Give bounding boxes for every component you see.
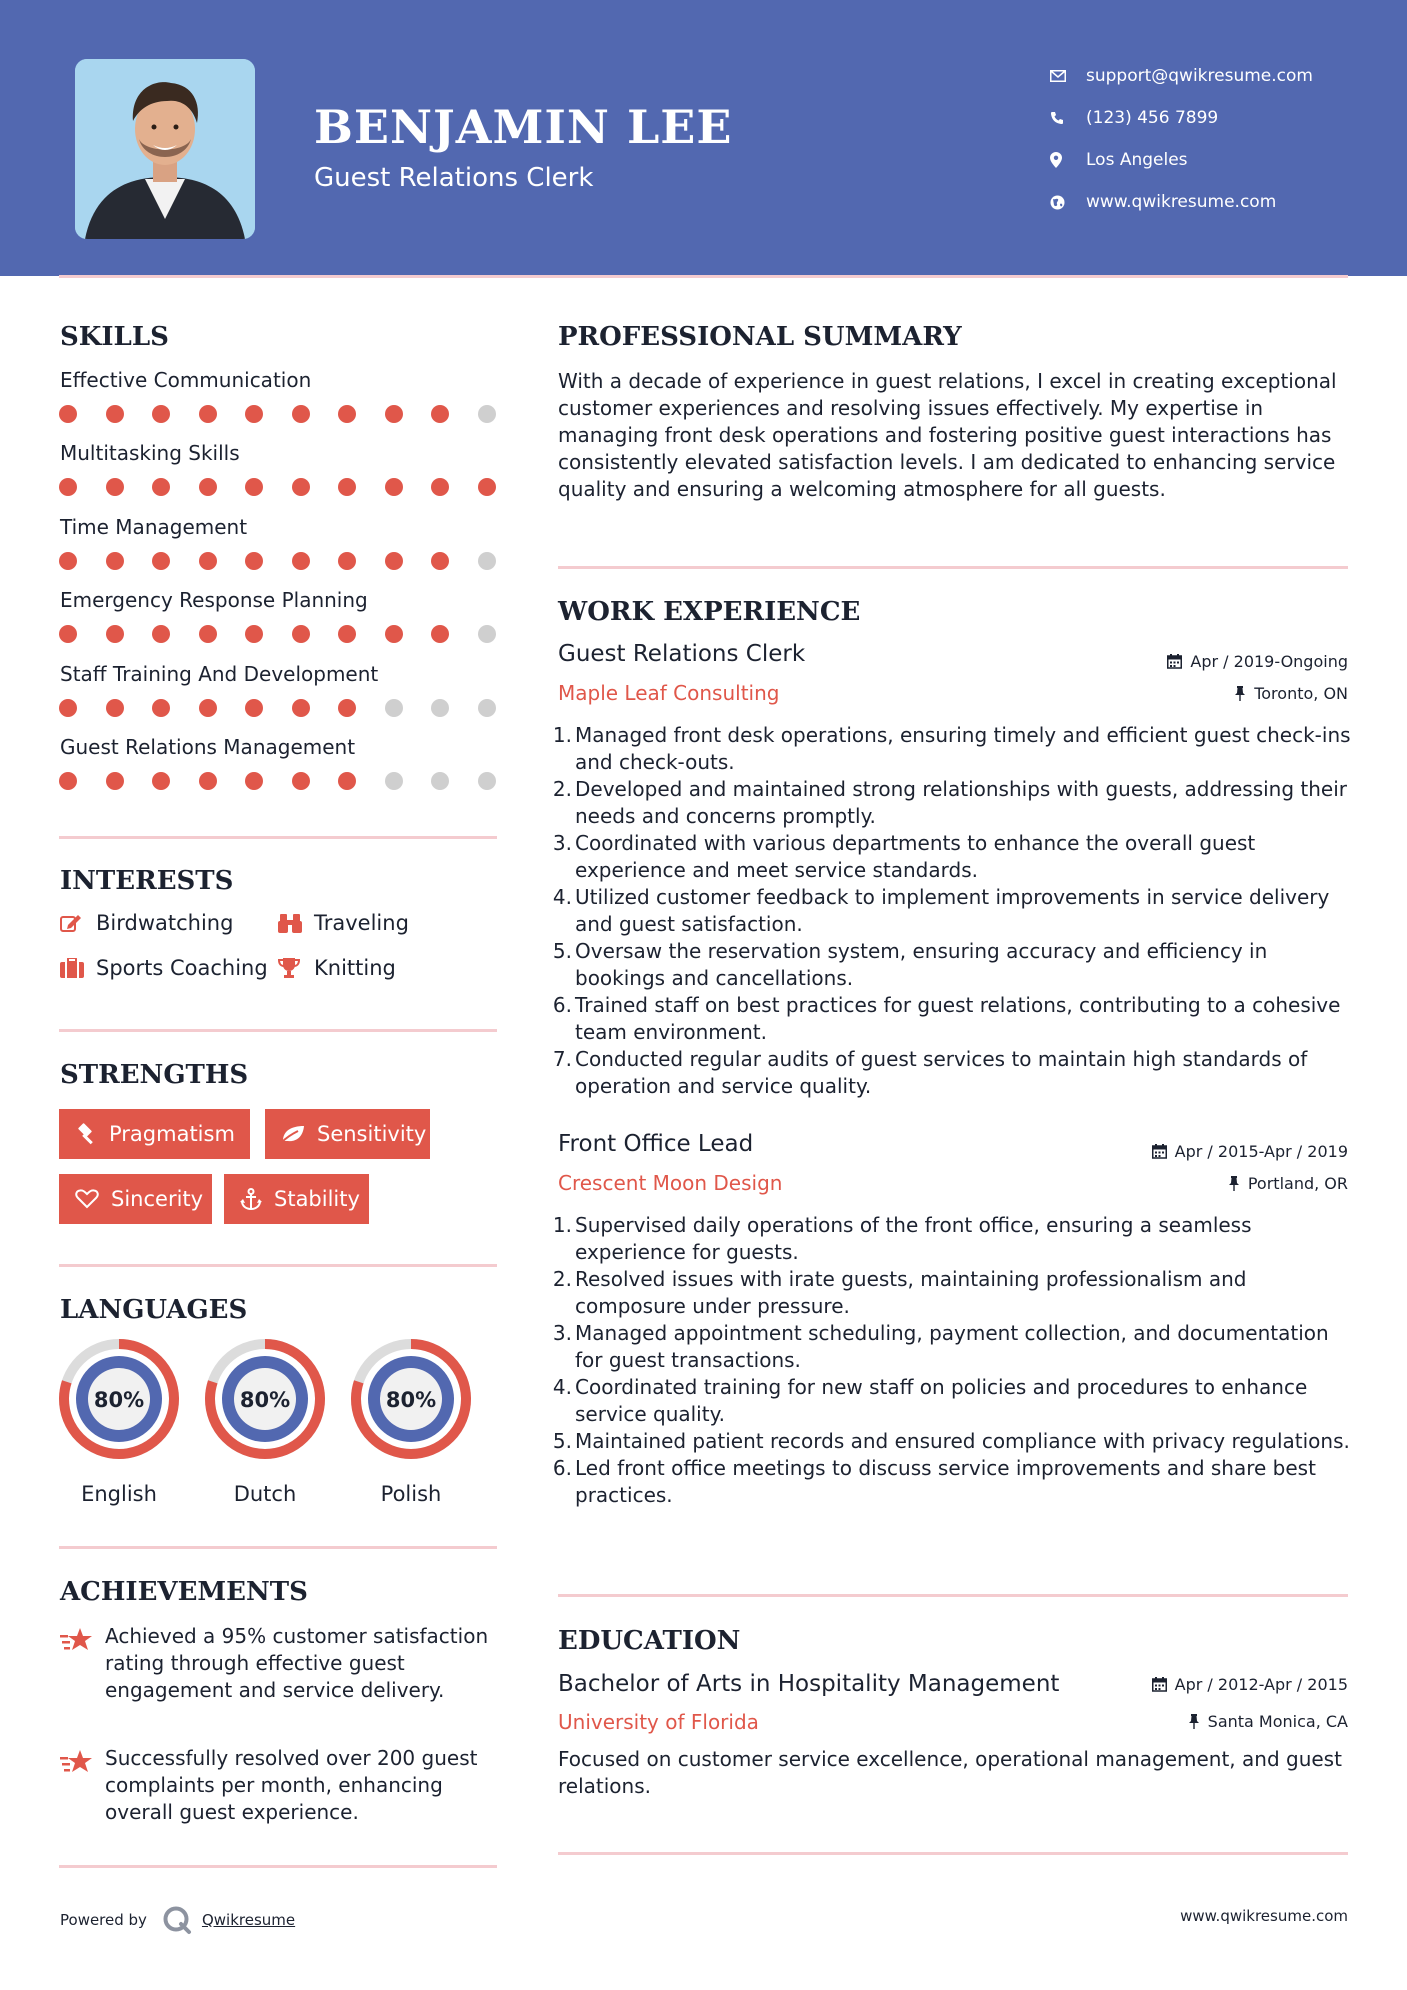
- bullet-number: 1.: [552, 1213, 572, 1237]
- rating-dot-filled: [152, 552, 170, 570]
- bullet-text: Conducted regular audits of guest services to maintain high standards of operation and service quality.: [575, 1047, 1308, 1098]
- rating-dot-filled: [338, 405, 356, 423]
- rating-dot-filled: [478, 478, 496, 496]
- job-bullet: [552, 830, 1358, 884]
- education-location: [1188, 1712, 1348, 1731]
- resume-header: [0, 0, 1407, 276]
- rating-dot-filled: [59, 552, 77, 570]
- job-title: Guest Relations Clerk: [558, 641, 806, 667]
- bullet-text: Managed front desk operations, ensuring timely and efficient guest check-ins and check-outs.: [575, 723, 1351, 774]
- star-icon: [60, 1745, 105, 1826]
- job-bullets: [552, 1212, 1358, 1509]
- contact-phone-text: (123) 456 7899: [1086, 108, 1219, 128]
- bullet-text: Utilized customer feedback to implement improvements in service delivery and guest satisfaction.: [575, 885, 1330, 936]
- bullet-number: 5.: [552, 939, 572, 963]
- contact-location-text: Los Angeles: [1086, 150, 1188, 170]
- rating-dot-filled: [152, 625, 170, 643]
- job-bullet: [552, 992, 1358, 1046]
- strength-badge: [59, 1174, 212, 1224]
- rating-dot-empty: [478, 405, 496, 423]
- strength-badge: [265, 1109, 430, 1159]
- rating-dot-filled: [106, 552, 124, 570]
- rating-dot-filled: [245, 405, 263, 423]
- job-title: Front Office Lead: [558, 1131, 754, 1157]
- strength-label: Sincerity: [111, 1187, 204, 1211]
- skills-divider: [59, 836, 497, 839]
- interest-item: [278, 956, 396, 980]
- interest-item: [278, 911, 409, 935]
- achievement-text: Achieved a 95% customer satisfaction rating through effective guest engagement and service delivery.: [105, 1624, 489, 1702]
- language-item: [203, 1337, 327, 1506]
- rating-dot-filled: [338, 552, 356, 570]
- bullet-text: Managed appointment scheduling, payment collection, and documentation for guest transactions.: [575, 1321, 1329, 1372]
- language-name: English: [81, 1482, 157, 1506]
- achievements-heading: ACHIEVEMENTS: [60, 1577, 308, 1607]
- rating-dot-filled: [199, 405, 217, 423]
- degree-title: Bachelor of Arts in Hospitality Management: [558, 1671, 1060, 1697]
- skill-rating: [59, 772, 524, 790]
- strengths-heading: STRENGTHS: [60, 1060, 249, 1090]
- job-location: [1228, 1174, 1348, 1193]
- rating-dot-filled: [385, 625, 403, 643]
- powered-by: [60, 1905, 295, 1935]
- candidate-name: BENJAMIN LEE: [314, 100, 733, 154]
- rating-dot-empty: [431, 772, 449, 790]
- job-bullet: [552, 1212, 1358, 1266]
- bullet-text: Maintained patient records and ensured compliance with privacy regulations.: [575, 1429, 1350, 1453]
- rating-dot-filled: [199, 625, 217, 643]
- rating-dot-empty: [478, 772, 496, 790]
- rating-dot-filled: [245, 478, 263, 496]
- interest-item: [60, 911, 233, 935]
- phone-icon: [1050, 111, 1086, 125]
- language-proficiency-ring: [349, 1337, 473, 1461]
- skill-name: Guest Relations Management: [60, 735, 356, 759]
- job-bullet: [552, 722, 1358, 776]
- binoculars-icon: [278, 912, 314, 934]
- rating-dot-filled: [106, 625, 124, 643]
- pushpin-icon: [1188, 1714, 1200, 1729]
- interests-divider: [59, 1029, 497, 1032]
- rating-dot-filled: [292, 405, 310, 423]
- language-name: Dutch: [233, 1482, 297, 1506]
- company-name: Maple Leaf Consulting: [558, 681, 780, 705]
- trophy-icon: [278, 957, 314, 979]
- bullet-text: Oversaw the reservation system, ensuring accuracy and efficiency in bookings and cancellations.: [575, 939, 1268, 990]
- achievement-text: Successfully resolved over 200 guest complaints per month, enhancing overall guest experience.: [105, 1746, 478, 1824]
- bullet-number: 3.: [552, 1321, 572, 1345]
- heart-icon: [75, 1189, 99, 1209]
- rating-dot-filled: [338, 625, 356, 643]
- skill-rating: [59, 478, 524, 496]
- bullet-number: 5.: [552, 1429, 572, 1453]
- skill-rating: [59, 552, 524, 570]
- calendar-icon: [1152, 1144, 1167, 1159]
- experience-divider: [558, 1594, 1348, 1597]
- language-proficiency-ring: [203, 1337, 327, 1461]
- skill-rating: [59, 625, 524, 643]
- calendar-icon: [1167, 654, 1182, 669]
- rating-dot-empty: [385, 772, 403, 790]
- rating-dot-filled: [199, 699, 217, 717]
- interest-label: Knitting: [314, 956, 396, 980]
- rating-dot-filled: [59, 625, 77, 643]
- language-percent: 80%: [239, 1388, 291, 1412]
- education-heading: EDUCATION: [558, 1626, 741, 1656]
- qwikresume-logo-icon: [162, 1905, 192, 1935]
- rating-dot-filled: [292, 772, 310, 790]
- strength-label: Sensitivity: [317, 1122, 427, 1146]
- skill-name: Multitasking Skills: [60, 441, 240, 466]
- skill-name: Staff Training And Development: [60, 661, 379, 686]
- languages-heading: LANGUAGES: [60, 1295, 248, 1325]
- education-location-text: Santa Monica, CA: [1207, 1712, 1348, 1731]
- job-bullet: [552, 938, 1358, 992]
- rating-dot-filled: [292, 478, 310, 496]
- rating-dot-filled: [385, 478, 403, 496]
- interests-heading: INTERESTS: [60, 866, 234, 896]
- achievement-item: [60, 1745, 500, 1826]
- strengths-divider: [59, 1264, 497, 1267]
- language-item: [57, 1337, 181, 1506]
- summary-heading: PROFESSIONAL SUMMARY: [558, 322, 962, 352]
- briefcase-icon: [60, 958, 96, 978]
- rating-dot-filled: [245, 625, 263, 643]
- rating-dot-filled: [59, 405, 77, 423]
- rating-dot-filled: [152, 405, 170, 423]
- language-percent: 80%: [385, 1388, 437, 1412]
- job-bullet: [552, 884, 1358, 938]
- rating-dot-empty: [478, 552, 496, 570]
- contact-email[interactable]: [1050, 55, 1370, 97]
- language-name: Polish: [380, 1482, 442, 1506]
- job-dates: [1152, 1142, 1348, 1161]
- map-pin-icon: [1050, 152, 1086, 168]
- job-location: [1234, 684, 1348, 703]
- star-icon: [60, 1623, 105, 1704]
- job-bullet: [552, 1374, 1358, 1428]
- languages-divider: [59, 1546, 497, 1549]
- skill-rating: [59, 405, 524, 423]
- experience-heading: WORK EXPERIENCE: [558, 597, 861, 627]
- rating-dot-filled: [245, 772, 263, 790]
- bullet-number: 1.: [552, 723, 572, 747]
- rating-dot-filled: [245, 552, 263, 570]
- education-description: Focused on customer service excellence, operational management, and guest relations.: [558, 1747, 1342, 1798]
- rating-dot-empty: [478, 699, 496, 717]
- skill-name: Effective Communication: [60, 368, 312, 392]
- rating-dot-empty: [431, 699, 449, 717]
- bullet-text: Coordinated with various departments to enhance the overall guest experience and meet service standards.: [575, 831, 1256, 882]
- bullet-number: 2.: [552, 777, 572, 801]
- language-item: [349, 1337, 473, 1506]
- summary-divider: [558, 566, 1348, 569]
- education-divider: [558, 1852, 1348, 1855]
- gavel-icon: [75, 1123, 97, 1145]
- skill-name: Emergency Response Planning: [60, 588, 368, 613]
- language-proficiency-ring: [57, 1337, 181, 1461]
- rating-dot-filled: [385, 405, 403, 423]
- rating-dot-filled: [59, 699, 77, 717]
- rating-dot-filled: [431, 478, 449, 496]
- achievement-item: [60, 1623, 500, 1704]
- footer-website-link[interactable]: www.qwikresume.com: [1180, 1907, 1348, 1925]
- rating-dot-filled: [431, 552, 449, 570]
- company-name: Crescent Moon Design: [558, 1171, 783, 1195]
- rating-dot-filled: [106, 478, 124, 496]
- interest-label: Sports Coaching: [96, 956, 268, 980]
- strength-label: Stability: [274, 1187, 360, 1211]
- job-bullet: [552, 1266, 1358, 1320]
- education-dates: [1152, 1675, 1348, 1694]
- skills-heading: SKILLS: [60, 322, 169, 352]
- interest-label: Birdwatching: [96, 911, 234, 935]
- language-percent: 80%: [93, 1388, 145, 1412]
- bullet-text: Resolved issues with irate guests, maintaining professionalism and composure under pressure.: [575, 1267, 1247, 1318]
- pushpin-icon: [1234, 686, 1246, 701]
- qwikresume-link[interactable]: Qwikresume: [201, 1911, 296, 1929]
- job-dates: [1167, 652, 1348, 671]
- rating-dot-filled: [338, 699, 356, 717]
- summary-text: With a decade of experience in guest relations, I excel in creating exceptional customer experiences and resolving issues effectively. My expertise in managing front desk operations and fostering positive guest interactions has consistently elevated satisfaction levels. I am dedicated to enhancing service quality and ensuring a welcoming atmosphere for all guests.: [558, 369, 1337, 501]
- rating-dot-filled: [292, 552, 310, 570]
- rating-dot-filled: [199, 552, 217, 570]
- rating-dot-empty: [478, 625, 496, 643]
- achievements-divider: [59, 1865, 497, 1868]
- rating-dot-filled: [431, 405, 449, 423]
- candidate-title: Guest Relations Clerk: [314, 163, 594, 193]
- job-location-text: Portland, OR: [1247, 1174, 1348, 1193]
- job-dates-text: Apr / 2015-Apr / 2019: [1174, 1142, 1348, 1161]
- interest-item: [60, 956, 268, 980]
- bullet-number: 3.: [552, 831, 572, 855]
- powered-by-label: Powered by: [60, 1911, 147, 1929]
- rating-dot-filled: [106, 699, 124, 717]
- calendar-icon: [1152, 1677, 1167, 1692]
- rating-dot-filled: [59, 772, 77, 790]
- job-bullet: [552, 1046, 1358, 1100]
- contact-location: [1050, 139, 1370, 181]
- rating-dot-filled: [152, 772, 170, 790]
- pushpin-icon: [1228, 1176, 1240, 1191]
- rating-dot-filled: [106, 405, 124, 423]
- rating-dot-filled: [338, 772, 356, 790]
- rating-dot-filled: [385, 552, 403, 570]
- bullet-text: Trained staff on best practices for guest relations, contributing to a cohesive team environment.: [575, 993, 1341, 1044]
- bullet-number: 6.: [552, 993, 572, 1017]
- rating-dot-filled: [292, 699, 310, 717]
- contact-phone[interactable]: [1050, 97, 1370, 139]
- rating-dot-filled: [431, 625, 449, 643]
- strength-label: Pragmatism: [109, 1122, 235, 1146]
- bullet-number: 6.: [552, 1456, 572, 1480]
- edit-icon: [60, 913, 96, 933]
- job-location-text: Toronto, ON: [1254, 684, 1348, 703]
- job-bullet: [552, 776, 1358, 830]
- profile-photo: [75, 59, 255, 239]
- rating-dot-filled: [292, 625, 310, 643]
- bullet-number: 4.: [552, 1375, 572, 1399]
- bullet-text: Supervised daily operations of the front office, ensuring a seamless experience for guests.: [575, 1213, 1252, 1264]
- bullet-text: Coordinated training for new staff on policies and procedures to enhance service quality.: [575, 1375, 1308, 1426]
- rating-dot-filled: [152, 478, 170, 496]
- rating-dot-filled: [106, 772, 124, 790]
- bullet-text: Led front office meetings to discuss service improvements and share best practices.: [575, 1456, 1316, 1507]
- header-divider: [59, 275, 1348, 278]
- contact-website[interactable]: [1050, 181, 1370, 223]
- strength-badge: [59, 1109, 250, 1159]
- rating-dot-filled: [152, 699, 170, 717]
- leaf-icon: [281, 1125, 305, 1143]
- bullet-number: 2.: [552, 1267, 572, 1291]
- contact-email-text: support@qwikresume.com: [1086, 66, 1313, 86]
- contact-website-text: www.qwikresume.com: [1086, 192, 1277, 212]
- globe-icon: [1050, 195, 1086, 210]
- job-bullet: [552, 1428, 1358, 1455]
- education-dates-text: Apr / 2012-Apr / 2015: [1174, 1675, 1348, 1694]
- rating-dot-filled: [338, 478, 356, 496]
- rating-dot-empty: [385, 699, 403, 717]
- job-bullet: [552, 1320, 1358, 1374]
- strength-badge: [224, 1174, 369, 1224]
- bullet-number: 4.: [552, 885, 572, 909]
- skill-name: Time Management: [60, 514, 248, 539]
- rating-dot-filled: [199, 772, 217, 790]
- rating-dot-filled: [199, 478, 217, 496]
- bullet-text: Developed and maintained strong relationships with guests, addressing their needs and concerns promptly.: [575, 777, 1348, 828]
- envelope-icon: [1050, 70, 1086, 82]
- job-bullets: [552, 722, 1358, 1100]
- bullet-number: 7.: [552, 1047, 572, 1071]
- anchor-icon: [240, 1188, 262, 1210]
- contact-list: [1050, 55, 1370, 223]
- rating-dot-filled: [59, 478, 77, 496]
- rating-dot-filled: [245, 699, 263, 717]
- interest-label: Traveling: [314, 911, 409, 935]
- skill-rating: [59, 699, 524, 717]
- job-dates-text: Apr / 2019-Ongoing: [1190, 652, 1348, 671]
- school-name: University of Florida: [558, 1710, 759, 1734]
- job-bullet: [552, 1455, 1358, 1509]
